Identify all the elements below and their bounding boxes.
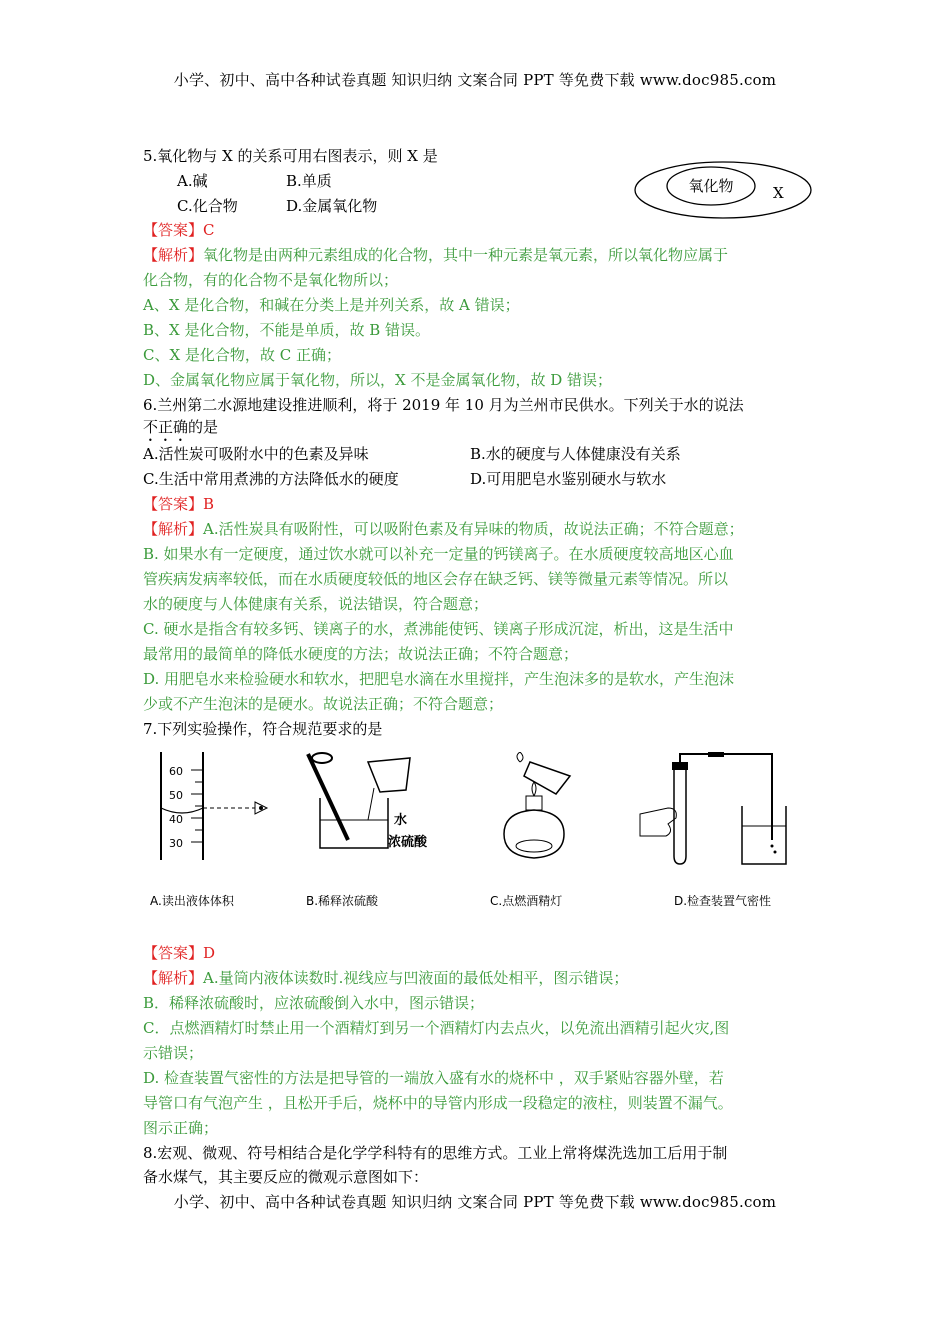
q5-analysis-2: 化合物，有的化合物不是氧化物所以； xyxy=(143,271,399,289)
svg-text:30: 30 xyxy=(169,837,183,850)
q6-option-c: C.生活中常用煮沸的方法降低水的硬度 xyxy=(143,470,399,488)
q6-stem-1: 6.兰州第二水源地建设推进顺利，将于 2019 年 10 月为兰州市民供水。下列关于水的说法 xyxy=(143,396,744,414)
q6-analysis-2: B. 如果水有一定硬度，通过饮水就可以补充一定量的钙镁离子。在水质硬度较高地区心血 xyxy=(143,545,734,563)
page-footer: 小学、初中、高中各种试卷真题 知识归纳 文案合同 PPT 等免费下载 www.doc985.com xyxy=(173,1193,777,1211)
q5-option-d: D.金属氧化物 xyxy=(286,197,378,215)
q7-analysis-4: 示错误； xyxy=(143,1044,204,1062)
diagram-outer-label: X xyxy=(773,184,784,202)
q6-analysis-3: 管疾病发病率较低，而在水质硬度较低的地区会存在缺乏钙、镁等微量元素等情况。所以 xyxy=(143,570,729,588)
q5-analysis-5: C、X 是化合物，故 C 正确； xyxy=(143,346,341,364)
q7-analysis-2: B．稀释浓硫酸时，应浓硫酸倒入水中，图示错误； xyxy=(143,994,485,1012)
q6-analysis-7: D. 用肥皂水来检验硬水和软水，把肥皂水滴在水里搅拌，产生泡沫多的是软水，产生泡沫 xyxy=(143,670,735,688)
q5-analysis-1: 【解析】氧化物是由两种元素组成的化合物，其中一种元素是氧元素，所以氧化物应属于 xyxy=(143,246,729,264)
svg-text:浓硫酸: 浓硫酸 xyxy=(388,835,428,850)
q6-option-b: B.水的硬度与人体健康没有关系 xyxy=(470,445,681,463)
caption-c: C.点燃酒精灯 xyxy=(490,894,563,908)
q5-stem: 5.氧化物与 X 的关系可用右图表示，则 X 是 xyxy=(143,147,438,165)
svg-text:60: 60 xyxy=(169,765,183,778)
q6-analysis-5: C. 硬水是指含有较多钙、镁离子的水，煮沸能使钙、镁离子形成沉淀，析出，这是生活中 xyxy=(143,620,734,638)
q6-option-a: A.活性炭可吸附水中的色素及异味 xyxy=(143,445,369,463)
page-header: 小学、初中、高中各种试卷真题 知识归纳 文案合同 PPT 等免费下载 www.doc985.com xyxy=(173,71,777,89)
q7-analysis-3: C．点燃酒精灯时禁止用一个酒精灯到另一个酒精灯内去点火，以免流出酒精引起火灾,图 xyxy=(143,1019,730,1037)
q6-option-d: D.可用肥皂水鉴别硬水与软水 xyxy=(470,470,667,488)
q7-analysis-1: 【解析】A.量筒内液体读数时.视线应与凹液面的最低处相平，图示错误； xyxy=(143,969,629,987)
q6-stem-2: 不正确的是 xyxy=(143,418,219,436)
q7-stem: 7.下列实验操作，符合规范要求的是 xyxy=(143,720,383,738)
q5-answer: 【答案】C xyxy=(143,221,215,239)
q5-analysis-4: B、X 是化合物，不能是单质，故 B 错误。 xyxy=(143,321,431,339)
svg-text:40: 40 xyxy=(169,813,183,826)
caption-b: B.稀释浓硫酸 xyxy=(306,894,379,908)
svg-text:水: 水 xyxy=(394,813,408,828)
q5-option-a: A.碱 xyxy=(177,172,208,190)
q7-analysis-6: 导管口有气泡产生 ，且松开手后，烧杯中的导管内形成一段稳定的液柱，则装置不漏气。 xyxy=(143,1094,733,1112)
q5-analysis-6: D、金属氧化物应属于氧化物，所以，X 不是金属氧化物，故 D 错误； xyxy=(143,371,613,389)
figure-d-airtightness xyxy=(638,752,788,866)
diagram-inner-label: 氧化物 xyxy=(688,177,734,195)
q6-analysis-6: 最常用的最简单的降低水硬度的方法；故说法正确；不符合题意； xyxy=(143,645,579,663)
q7-analysis-5: D. 检查装置气密性的方法是把导管的一端放入盛有水的烧杯中 ，双手紧贴容器外壁，若 xyxy=(143,1069,724,1087)
q7-analysis-7: 图示正确； xyxy=(143,1119,219,1137)
figure-a-cylinder-reading xyxy=(155,750,280,862)
q6-analysis-1: 【解析】A.活性炭具有吸附性，可以吸附色素及有异味的物质，故说法正确；不符合题意； xyxy=(143,520,744,538)
caption-a: A.读出液体体积 xyxy=(150,894,234,908)
q6-analysis-8: 少或不产生泡沫的是硬水。故说法正确；不符合题意； xyxy=(143,695,504,713)
oxide-set-diagram xyxy=(633,160,815,220)
caption-d: D.检查装置气密性 xyxy=(674,894,772,908)
q6-analysis-4: 水的硬度与人体健康有关系，说法错误，符合题意； xyxy=(143,595,489,613)
figure-b-dilute-acid xyxy=(298,748,438,856)
q6-answer: 【答案】B xyxy=(143,495,215,513)
q8-stem-2: 备水煤气，其主要反应的微观示意图如下： xyxy=(143,1168,429,1186)
q8-stem-1: 8.宏观、微观、符号相结合是化学学科特有的思维方式。工业上常将煤洗选加工后用于制 xyxy=(143,1144,728,1162)
q5-option-b: B.单质 xyxy=(286,172,332,190)
q7-answer: 【答案】D xyxy=(143,944,216,962)
q5-option-c: C.化合物 xyxy=(177,197,238,215)
q5-analysis-3: A、X 是化合物，和碱在分类上是并列关系，故 A 错误； xyxy=(143,296,520,314)
figure-c-alcohol-lamp xyxy=(490,752,580,864)
svg-text:50: 50 xyxy=(169,789,183,802)
